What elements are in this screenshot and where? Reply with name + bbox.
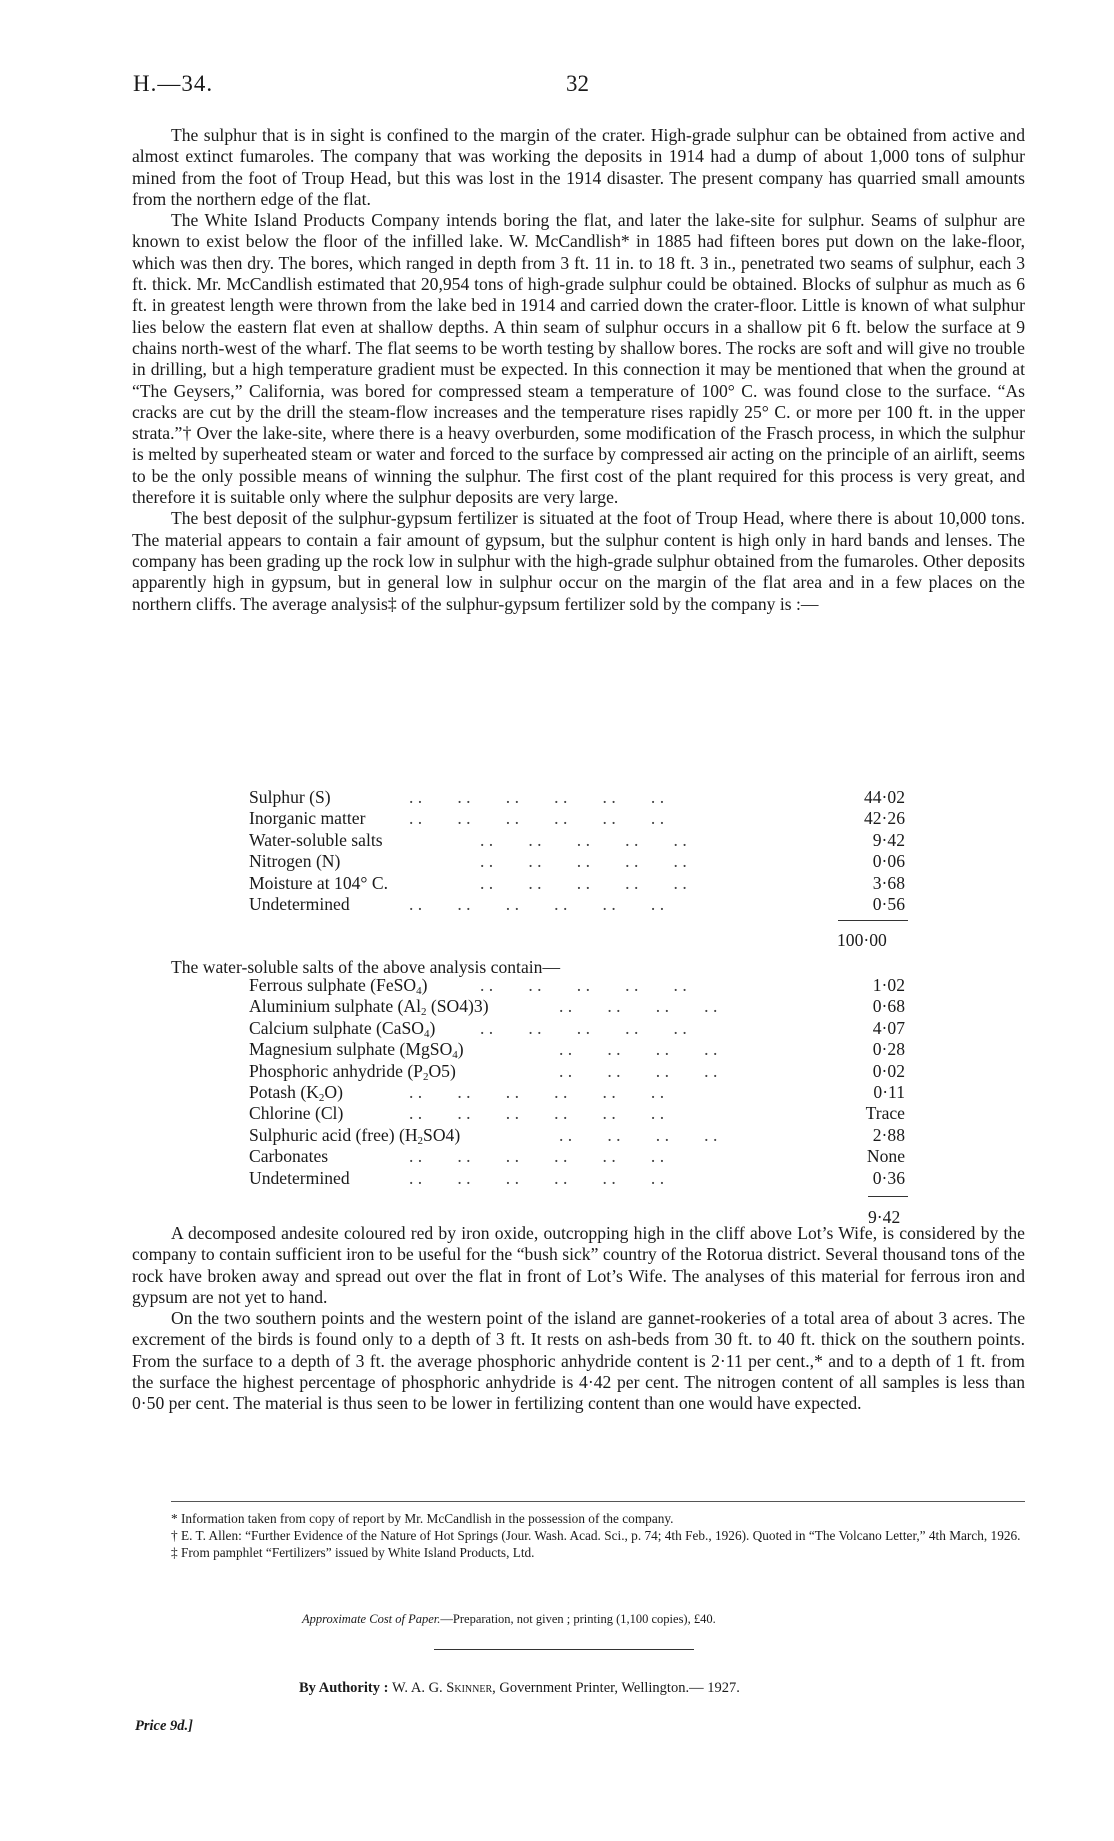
analysis-row: [249, 830, 909, 851]
leader-dots: . . . . . . . . . .: [480, 872, 687, 893]
salts-row: [249, 1103, 909, 1124]
salts-label: Calcium sulphate (CaSO$_4$): [249, 1017, 436, 1040]
leader-dots: . . . . . . . . . . . .: [409, 1167, 665, 1188]
salts-label: Undetermined: [249, 1167, 350, 1188]
leader-dots: . . . . . . . . . . . .: [409, 808, 665, 829]
salts-value: Trace: [865, 1103, 905, 1124]
salts-row: [249, 1125, 909, 1146]
salts-row: [249, 996, 909, 1017]
leader-dots: . . . . . . . .: [559, 1060, 718, 1081]
salts-row: [249, 975, 909, 996]
analysis-row: [249, 787, 909, 808]
salts-total: 9·42: [868, 1207, 901, 1227]
analysis-label: Nitrogen (N): [249, 851, 341, 872]
salts-label: Sulphuric acid (free) $(H_2SO4)$: [249, 1124, 461, 1147]
paragraph: The best deposit of the sulphur-gypsum fertilizer is situated at the foot of Troup Head, where there is about 10,000 tons. The material appears to contain a fair amount of gypsum, but the sulphur content is high only in hard bands and lenses. The company has been grading up the rock low in sulphur with the high-grade sulphur obtained from the fumaroles. Other deposits apparently high in gypsum, but in general low in sulphur occur on the margin of the flat area and in a few places on the northern cliffs. The average analysis‡ of the sulphur-gypsum fertilizer sold by the company is :—: [132, 508, 1025, 614]
salts-intro: The water-soluble salts of the above analysis contain—: [171, 957, 561, 977]
salts-row: [249, 1039, 909, 1060]
salts-row: [249, 1168, 909, 1189]
body-paragraphs-top: [132, 125, 1025, 615]
end-rule: [434, 1649, 694, 1650]
leader-dots: . . . . . . . . . .: [480, 1017, 687, 1038]
fertilizer-analysis-table: [249, 787, 909, 915]
salts-value: 2·88: [872, 1124, 905, 1145]
paragraph: The White Island Products Company intends boring the flat, and later the lake-site for sulphur. Seams of sulphur are known to exist below the floor of the infilled lake. W. McCandlish* in 1885 had fifteen bores put down on the lake-floor, which was then dry. The bores, which ranged in depth from 3 ft. 11 in. to 18 ft. 3 in., penetrated two seams of sulphur, each 3 ft. thick. Mr. McCandlish estimated that 20,954 tons of high-grade sulphur could be obtained. Blocks of sulphur as much as 6 ft. in greatest length were thrown from the lake bed in 1914 and carried down the crater-floor. Little is known of what sulphur lies below the eastern flat even at shallow depths. A thin seam of sulphur occurs in a shallow pit 6 ft. below the surface at 9 chains north-west of the wharf. The flat seems to be worth testing by shallow bores. The rocks are soft and will give no trouble in drilling, but a high temperature gradient must be expected. In this connection it may be mentioned that when the ground at “The Geysers,” California, was bored for compressed steam a temperature of 100° C. was found close to the surface. “As cracks are cut by the drill the steam-flow increases and the temperature rises rapidly 25° C. or more per 100 ft. in the upper strata.”† Over the lake-site, where there is a heavy overburden, some modification of the Frasch process, in which the sulphur is melted by superheated steam or water and forced to the surface by compressed air acting on the principle of an airlift, seems to be the only possible means of winning the sulphur. The first cost of the plant required for this process is very great, and therefore it is suitable only where the sulphur deposits are very large.: [132, 210, 1025, 508]
total-rule: [838, 920, 908, 921]
salts-row: [249, 1018, 909, 1039]
analysis-value: 44·02: [863, 787, 905, 807]
document-reference: H.—34.: [133, 71, 214, 96]
leader-dots: . . . . . . . . . .: [480, 851, 687, 872]
analysis-value: 0·56: [872, 893, 905, 914]
analysis-total: 100·00: [837, 930, 887, 950]
analysis-row: [249, 873, 909, 894]
leader-dots: . . . . . . . . . . . .: [409, 1146, 665, 1167]
salts-row: [249, 1146, 909, 1167]
leader-dots: . . . . . . . . . .: [480, 975, 687, 995]
cost-of-paper: Approximate Cost of Paper.—Preparation, not given ; printing (1,100 copies), £40.: [302, 1612, 716, 1626]
leader-dots: . . . . . . . . . .: [480, 829, 687, 850]
analysis-label: Sulphur (S): [249, 787, 331, 807]
analysis-row: [249, 851, 909, 872]
paragraph: The sulphur that is in sight is confined to the margin of the crater. High-grade sulphur can be obtained from active and almost extinct fumaroles. The company that was working the deposits in 1914 had a dump of about 1,000 tons of sulphur mined from the foot of Troup Head, but this was lost in the 1914 disaster. The present company has quarried small amounts from the northern edge of the flat.: [132, 125, 1025, 209]
salts-label: Chlorine (Cl): [249, 1103, 344, 1124]
analysis-label: Water-soluble salts: [249, 829, 383, 850]
analysis-value: 0·06: [872, 851, 905, 872]
salts-value: 4·07: [872, 1017, 905, 1038]
salts-value: 1·02: [872, 975, 905, 995]
salts-label: Phosphoric anhydride $(P_2O5)$: [249, 1060, 456, 1083]
analysis-row: [249, 894, 909, 915]
leader-dots: . . . . . . . . . . . .: [409, 893, 665, 914]
salts-value: 0·02: [872, 1060, 905, 1081]
salts-value: None: [866, 1146, 905, 1167]
salts-value: 0·68: [872, 996, 905, 1017]
salts-value: 0·11: [873, 1081, 905, 1102]
printing-authority: By Authority : W. A. G. Skinner, Government Printer, Wellington.— 1927.: [299, 1680, 740, 1696]
leader-dots: . . . . . . . . . . . .: [409, 1081, 665, 1102]
analysis-label: Inorganic matter: [249, 808, 366, 829]
leader-dots: . . . . . . . .: [559, 996, 718, 1017]
salts-label: Carbonates: [249, 1146, 329, 1167]
analysis-label: Moisture at 104° C.: [249, 872, 388, 893]
footnote-rule: [171, 1501, 1025, 1502]
salts-value: 0·36: [872, 1167, 905, 1188]
analysis-value: 3·68: [872, 872, 905, 893]
analysis-row: [249, 808, 909, 829]
leader-dots: . . . . . . . .: [559, 1039, 718, 1060]
total-rule: [868, 1196, 908, 1197]
salts-value: 0·28: [872, 1039, 905, 1060]
analysis-value: 9·42: [872, 829, 905, 850]
footnote: ‡ From pamphlet “Fertilizers” issued by White Island Products, Ltd.: [171, 1545, 535, 1560]
salts-label: Magnesium sulphate (MgSO$_4$): [249, 1039, 464, 1062]
salts-label: Ferrous sulphate (FeSO$_4$): [249, 975, 428, 997]
price: Price 9d.]: [135, 1718, 193, 1734]
salts-row: [249, 1082, 909, 1103]
paragraph: On the two southern points and the western point of the island are gannet-rookeries of a total area of about 3 acres. The excrement of the birds is found only to a depth of 3 ft. It rests on ash-beds from 30 ft. to 40 ft. thick on the southern points. From the surface to a depth of 3 ft. the average phosphoric anhydride content is 2·11 per cent.,* and to a depth of 1 ft. from the surface the highest percentage of phosphoric anhydride is 4·42 per cent. The nitrogen content of all samples is less than 0·50 per cent. The material is thus seen to be lower in fertilizing content than one would have expected.: [132, 1308, 1025, 1414]
paragraph: A decomposed andesite coloured red by iron oxide, outcropping high in the cliff above Lot’s Wife, is considered by the company to contain sufficient iron to be useful for the “bush sick” country of the Rotorua district. Several thousand tons of the rock have broken away and spread out over the flat in front of Lot’s Wife. The analyses of this material for ferrous iron and gypsum are not yet to hand.: [132, 1223, 1025, 1307]
leader-dots: . . . . . . . . . . . .: [409, 787, 665, 807]
salts-label: Aluminium sulphate ($Al_2$ (SO4)3): [249, 996, 489, 1019]
body-paragraphs-bottom: [132, 1223, 1025, 1415]
analysis-label: Undetermined: [249, 893, 350, 914]
water-soluble-salts-table: [249, 975, 909, 1189]
salts-row: [249, 1061, 909, 1082]
leader-dots: . . . . . . . . . . . .: [409, 1103, 665, 1124]
salts-label: Potash $(K_2O)$: [249, 1081, 343, 1104]
footnote: * Information taken from copy of report by Mr. McCandlish in the possession of the company.: [171, 1511, 674, 1526]
footnotes: [133, 1510, 1025, 1561]
footnote: † E. T. Allen: “Further Evidence of the Nature of Hot Springs (Jour. Wash. Acad. Sci., p. 74; 4th Feb., 1926). Quoted in “The Volcano Letter,” 4th March, 1926.: [171, 1528, 1021, 1543]
leader-dots: . . . . . . . .: [559, 1124, 718, 1145]
analysis-value: 42·26: [863, 808, 905, 829]
page-number: 32: [566, 71, 589, 96]
